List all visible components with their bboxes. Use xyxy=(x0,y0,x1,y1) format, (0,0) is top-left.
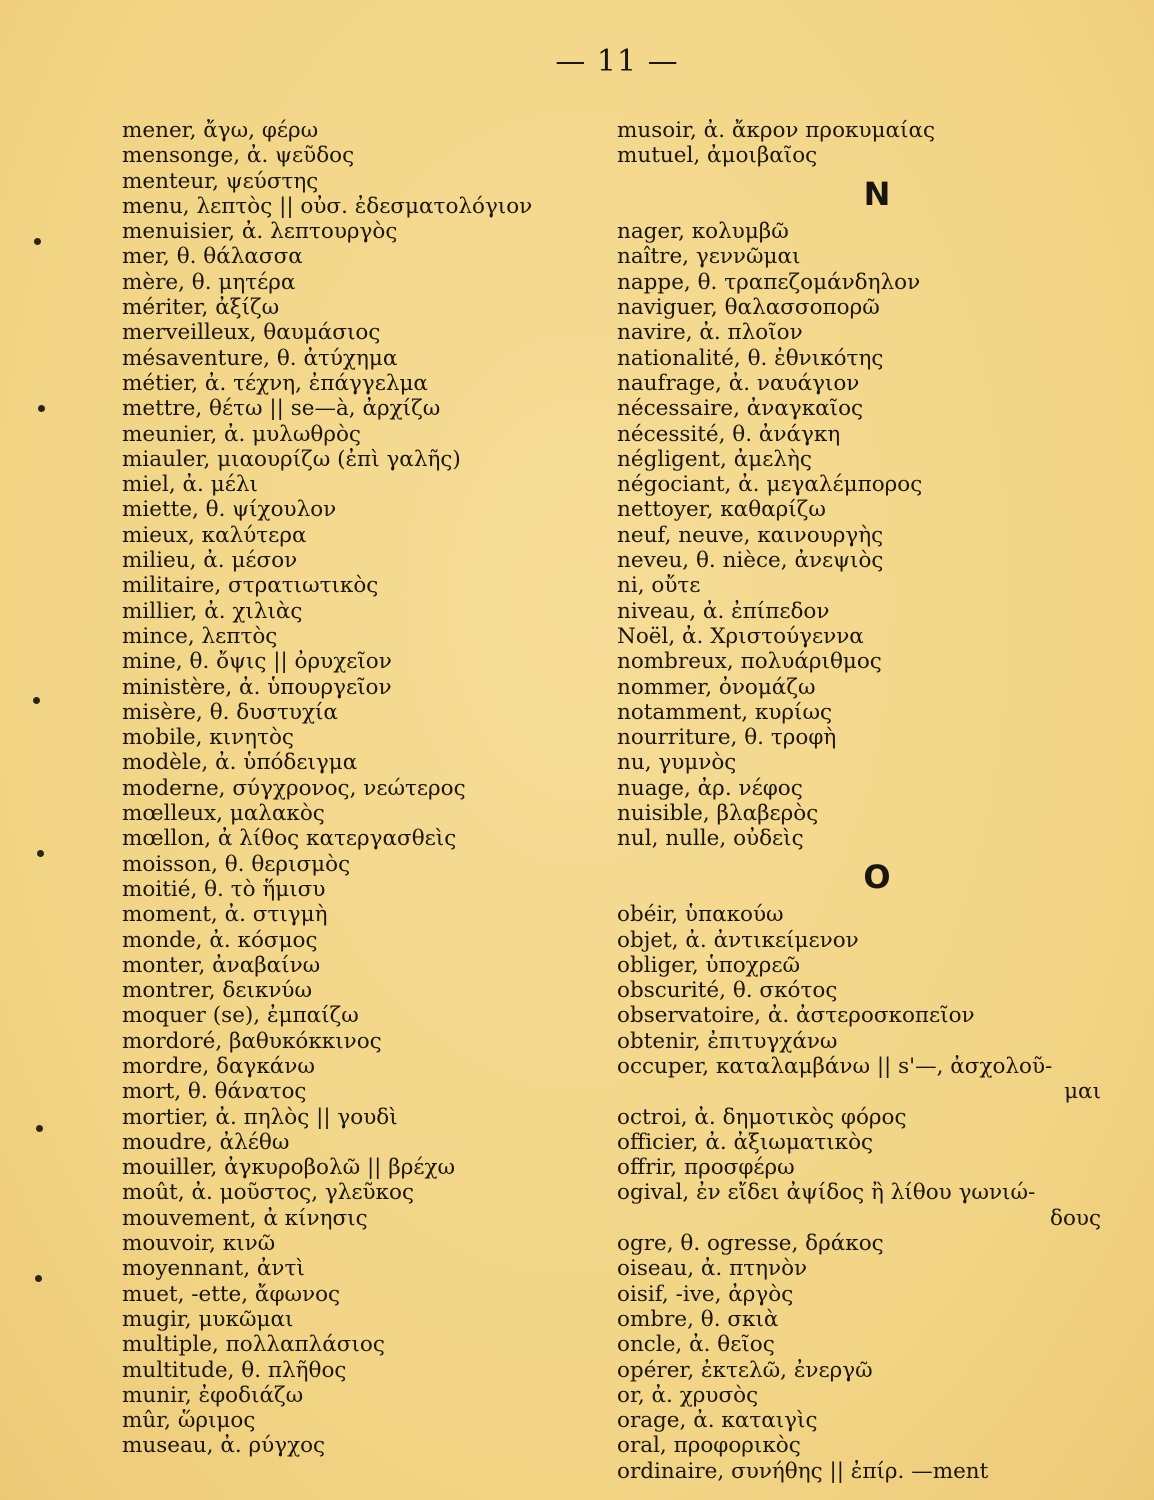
left-column xyxy=(122,118,532,1459)
dictionary-entry: ordinaire, συνήθης || ἐπίρ. —ment xyxy=(617,1458,989,1484)
dictionary-entry: négociant, ἀ. μεγαλέμπορος xyxy=(617,472,923,498)
dictionary-entry: mer, θ. θάλασσα xyxy=(122,244,303,270)
dictionary-entry: nécessité, θ. ἀνάγκη xyxy=(617,421,841,447)
dictionary-entry: obscurité, θ. σκότος xyxy=(617,978,838,1004)
dictionary-entry: offrir, προσφέρω xyxy=(617,1155,795,1181)
ink-speck xyxy=(34,238,41,245)
dictionary-entry: neveu, θ. nièce, ἀνεψιὸς xyxy=(617,548,884,574)
dictionary-entry: obéir, ὑπακούω xyxy=(617,902,784,928)
dictionary-entry: moût, ἀ. μοῦστος, γλεῦκος xyxy=(122,1180,414,1206)
dictionary-entry: obliger, ὑποχρεῶ xyxy=(617,952,801,978)
dictionary-entry: modèle, ἀ. ὑπόδειγμα xyxy=(122,750,358,776)
dictionary-entry: mutuel, ἀμοιβαῖος xyxy=(617,143,818,169)
dictionary-entry: misère, θ. δυστυχία xyxy=(122,699,338,725)
dictionary-entry: nuisible, βλαβερὸς xyxy=(617,801,819,827)
dictionary-entry: moitié, θ. τὸ ἥμισυ xyxy=(122,876,326,902)
dictionary-entry: merveilleux, θαυμάσιος xyxy=(122,320,381,346)
dictionary-entry: mœlleux, μαλακὸς xyxy=(122,801,325,827)
dictionary-entry: nourriture, θ. τροφὴ xyxy=(617,725,837,751)
dictionary-entry: moyennant, ἀντὶ xyxy=(122,1256,305,1282)
dictionary-entry: moderne, σύγχρονος, νεώτερος xyxy=(122,775,466,801)
dictionary-entry: nappe, θ. τραπεζομάνδηλον xyxy=(617,269,921,295)
dictionary-entry: orage, ἀ. καταιγὶς xyxy=(617,1408,818,1434)
right-column xyxy=(617,118,1117,1484)
dictionary-entry: mouvoir, κινῶ xyxy=(122,1231,276,1257)
dictionary-entry: mouiller, ἀγκυροβολῶ || βρέχω xyxy=(122,1155,456,1181)
dictionary-entry: ministère, ἀ. ὑπουργεῖον xyxy=(122,674,392,700)
dictionary-entry: miauler, μιαουρίζω (ἐπὶ γαλῆς) xyxy=(122,446,461,472)
dictionary-entry: mortier, ἀ. πηλὸς || γουδὶ xyxy=(122,1104,398,1130)
dictionary-entry: naviguer, θαλασσοπορῶ xyxy=(617,295,880,321)
dictionary-entry: monde, ἀ. κόσμος xyxy=(122,927,318,953)
dictionary-entry: museau, ἀ. ρύγχος xyxy=(122,1433,326,1459)
dictionary-entry: ni, οὔτε xyxy=(617,573,701,599)
dictionary-entry: mordoré, βαθυκόκκινος xyxy=(122,1028,382,1054)
dictionary-entry: montrer, δεικνύω xyxy=(122,978,313,1004)
dictionary-entry: moudre, ἀλέθω xyxy=(122,1129,290,1155)
entry-continuation: δους xyxy=(1050,1205,1101,1231)
entry-continuation: μαι xyxy=(1064,1079,1101,1105)
dictionary-entry: mine, θ. ὄψις || ὀρυχεῖον xyxy=(122,649,392,675)
dictionary-entry: oncle, ἀ. θεῖος xyxy=(617,1332,775,1358)
dictionary-entry: ogre, θ. ogresse, δράκος xyxy=(617,1231,884,1257)
dictionary-entry: niveau, ἀ. ἐπίπεδον xyxy=(617,598,830,624)
dictionary-entry: ogival, ἐν εἴδει ἀψίδος ἢ λίθου γωνιώ- xyxy=(617,1180,1036,1206)
dictionary-entry: occuper, καταλαμβάνω || s'—, ἀσχολοῦ- xyxy=(617,1053,1053,1079)
dictionary-entry: or, ἀ. χρυσὸς xyxy=(617,1382,759,1408)
dictionary-entry: obtenir, ἐπιτυγχάνω xyxy=(617,1028,838,1054)
dictionary-entry: neuf, neuve, καινουργὴς xyxy=(617,522,884,548)
dictionary-entry: oral, προφορικὸς xyxy=(617,1433,801,1459)
dictionary-entry: mince, λεπτὸς xyxy=(122,623,278,649)
dictionary-entry: nombreux, πολυάριθμος xyxy=(617,649,882,675)
dictionary-entry: menteur, ψεύστης xyxy=(122,168,319,194)
dictionary-entry: opérer, ἐκτελῶ, ἐνεργῶ xyxy=(617,1357,873,1383)
dictionary-entry: muet, -ette, ἄφωνος xyxy=(122,1281,341,1307)
dictionary-entry: menu, λεπτὸς || οὐσ. ἐδεσματολόγιον xyxy=(122,193,533,219)
dictionary-entry: multitude, θ. πλῆθος xyxy=(122,1357,347,1383)
dictionary-entry: oisif, -ive, ἀργὸς xyxy=(617,1281,794,1307)
dictionary-entry: mouvement, ἀ κίνησις xyxy=(122,1205,368,1231)
dictionary-entry: millier, ἀ. χιλιὰς xyxy=(122,598,303,624)
dictionary-entry: mugir, μυκῶμαι xyxy=(122,1306,294,1332)
dictionary-entry: navire, ἀ. πλοῖον xyxy=(617,320,803,346)
ink-speck xyxy=(38,405,45,412)
dictionary-entry: négligent, ἀμελὴς xyxy=(617,446,812,472)
dictionary-entry: militaire, στρατιωτικὸς xyxy=(122,573,379,599)
ink-speck xyxy=(37,850,44,857)
dictionary-entry: octroi, ἀ. δημοτικὸς φόρος xyxy=(617,1104,907,1130)
dictionary-entry: miette, θ. ψίχουλον xyxy=(122,497,337,523)
dictionary-entry: monter, ἀναβαίνω xyxy=(122,952,321,978)
dictionary-entry: mort, θ. θάνατος xyxy=(122,1079,307,1105)
ink-speck xyxy=(33,697,40,704)
dictionary-entry: nécessaire, ἀναγκαῖος xyxy=(617,396,864,422)
dictionary-entry: ombre, θ. σκιὰ xyxy=(617,1306,779,1332)
dictionary-entry: mordre, δαγκάνω xyxy=(122,1053,315,1079)
dictionary-entry: milieu, ἀ. μέσον xyxy=(122,548,298,574)
dictionary-entry: mensonge, ἀ. ψεῦδος xyxy=(122,143,355,169)
dictionary-entry: mettre, θέτω || se—à, ἀρχίζω xyxy=(122,396,441,422)
dictionary-entry: nu, γυμνὸς xyxy=(617,750,737,776)
dictionary-entry: métier, ἀ. τέχνη, ἐπάγγελμα xyxy=(122,370,428,396)
dictionary-entry: miel, ἀ. μέλι xyxy=(122,472,258,498)
dictionary-entry: mieux, καλύτερα xyxy=(122,522,307,548)
dictionary-entry: mériter, ἀξίζω xyxy=(122,295,280,321)
dictionary-entry: notamment, κυρίως xyxy=(617,699,833,725)
dictionary-entry: nettoyer, καθαρίζω xyxy=(617,497,826,523)
dictionary-entry: objet, ἀ. ἀντικείμενον xyxy=(617,927,859,953)
dictionary-entry: menuisier, ἀ. λεπτουργὸς xyxy=(122,219,398,245)
dictionary-entry: Noël, ἀ. Χριστούγεννα xyxy=(617,623,864,649)
section-heading-n: N xyxy=(863,174,891,213)
dictionary-entry: nommer, ὀνομάζω xyxy=(617,674,816,700)
page-number: — 11 — xyxy=(555,44,679,79)
dictionary-entry: mœllon, ἀ λίθος κατεργασθεὶς xyxy=(122,826,457,852)
section-heading-o: O xyxy=(863,857,891,896)
dictionary-entry: nuage, ἀρ. νέφος xyxy=(617,775,803,801)
dictionary-entry: officier, ἀ. ἀξιωματικὸς xyxy=(617,1129,874,1155)
dictionary-entry: naufrage, ἀ. ναυάγιον xyxy=(617,370,860,396)
ink-speck xyxy=(35,1275,42,1282)
dictionary-entry: oiseau, ἀ. πτηνὸν xyxy=(617,1256,808,1282)
dictionary-entry: moment, ἀ. στιγμὴ xyxy=(122,902,328,928)
ink-speck xyxy=(36,1125,43,1132)
dictionary-entry: observatoire, ἀ. ἀστεροσκοπεῖον xyxy=(617,1003,975,1029)
dictionary-entry: multiple, πολλαπλάσιος xyxy=(122,1332,385,1358)
dictionary-entry: musoir, ἀ. ἄκρον προκυμαίας xyxy=(617,118,936,143)
dictionary-entry: mûr, ὥριμος xyxy=(122,1408,256,1434)
dictionary-entry: mener, ἄγω, φέρω xyxy=(122,118,319,143)
dictionary-entry: moisson, θ. θερισμὸς xyxy=(122,851,351,877)
dictionary-entry: meunier, ἀ. μυλωθρὸς xyxy=(122,421,361,447)
dictionary-entry: nager, κολυμβῶ xyxy=(617,219,789,245)
dictionary-entry: moquer (se), ἐμπαίζω xyxy=(122,1003,359,1029)
dictionary-entry: nul, nulle, οὐδεὶς xyxy=(617,826,804,852)
dictionary-entry: munir, ἐφοδιάζω xyxy=(122,1382,304,1408)
dictionary-entry: nationalité, θ. ἐθνικότης xyxy=(617,345,884,371)
dictionary-entry: mobile, κινητὸς xyxy=(122,725,294,751)
dictionary-entry: mère, θ. μητέρα xyxy=(122,269,296,295)
dictionary-entry: naître, γεννῶμαι xyxy=(617,244,801,270)
dictionary-entry: mésaventure, θ. ἀτύχημα xyxy=(122,345,398,371)
